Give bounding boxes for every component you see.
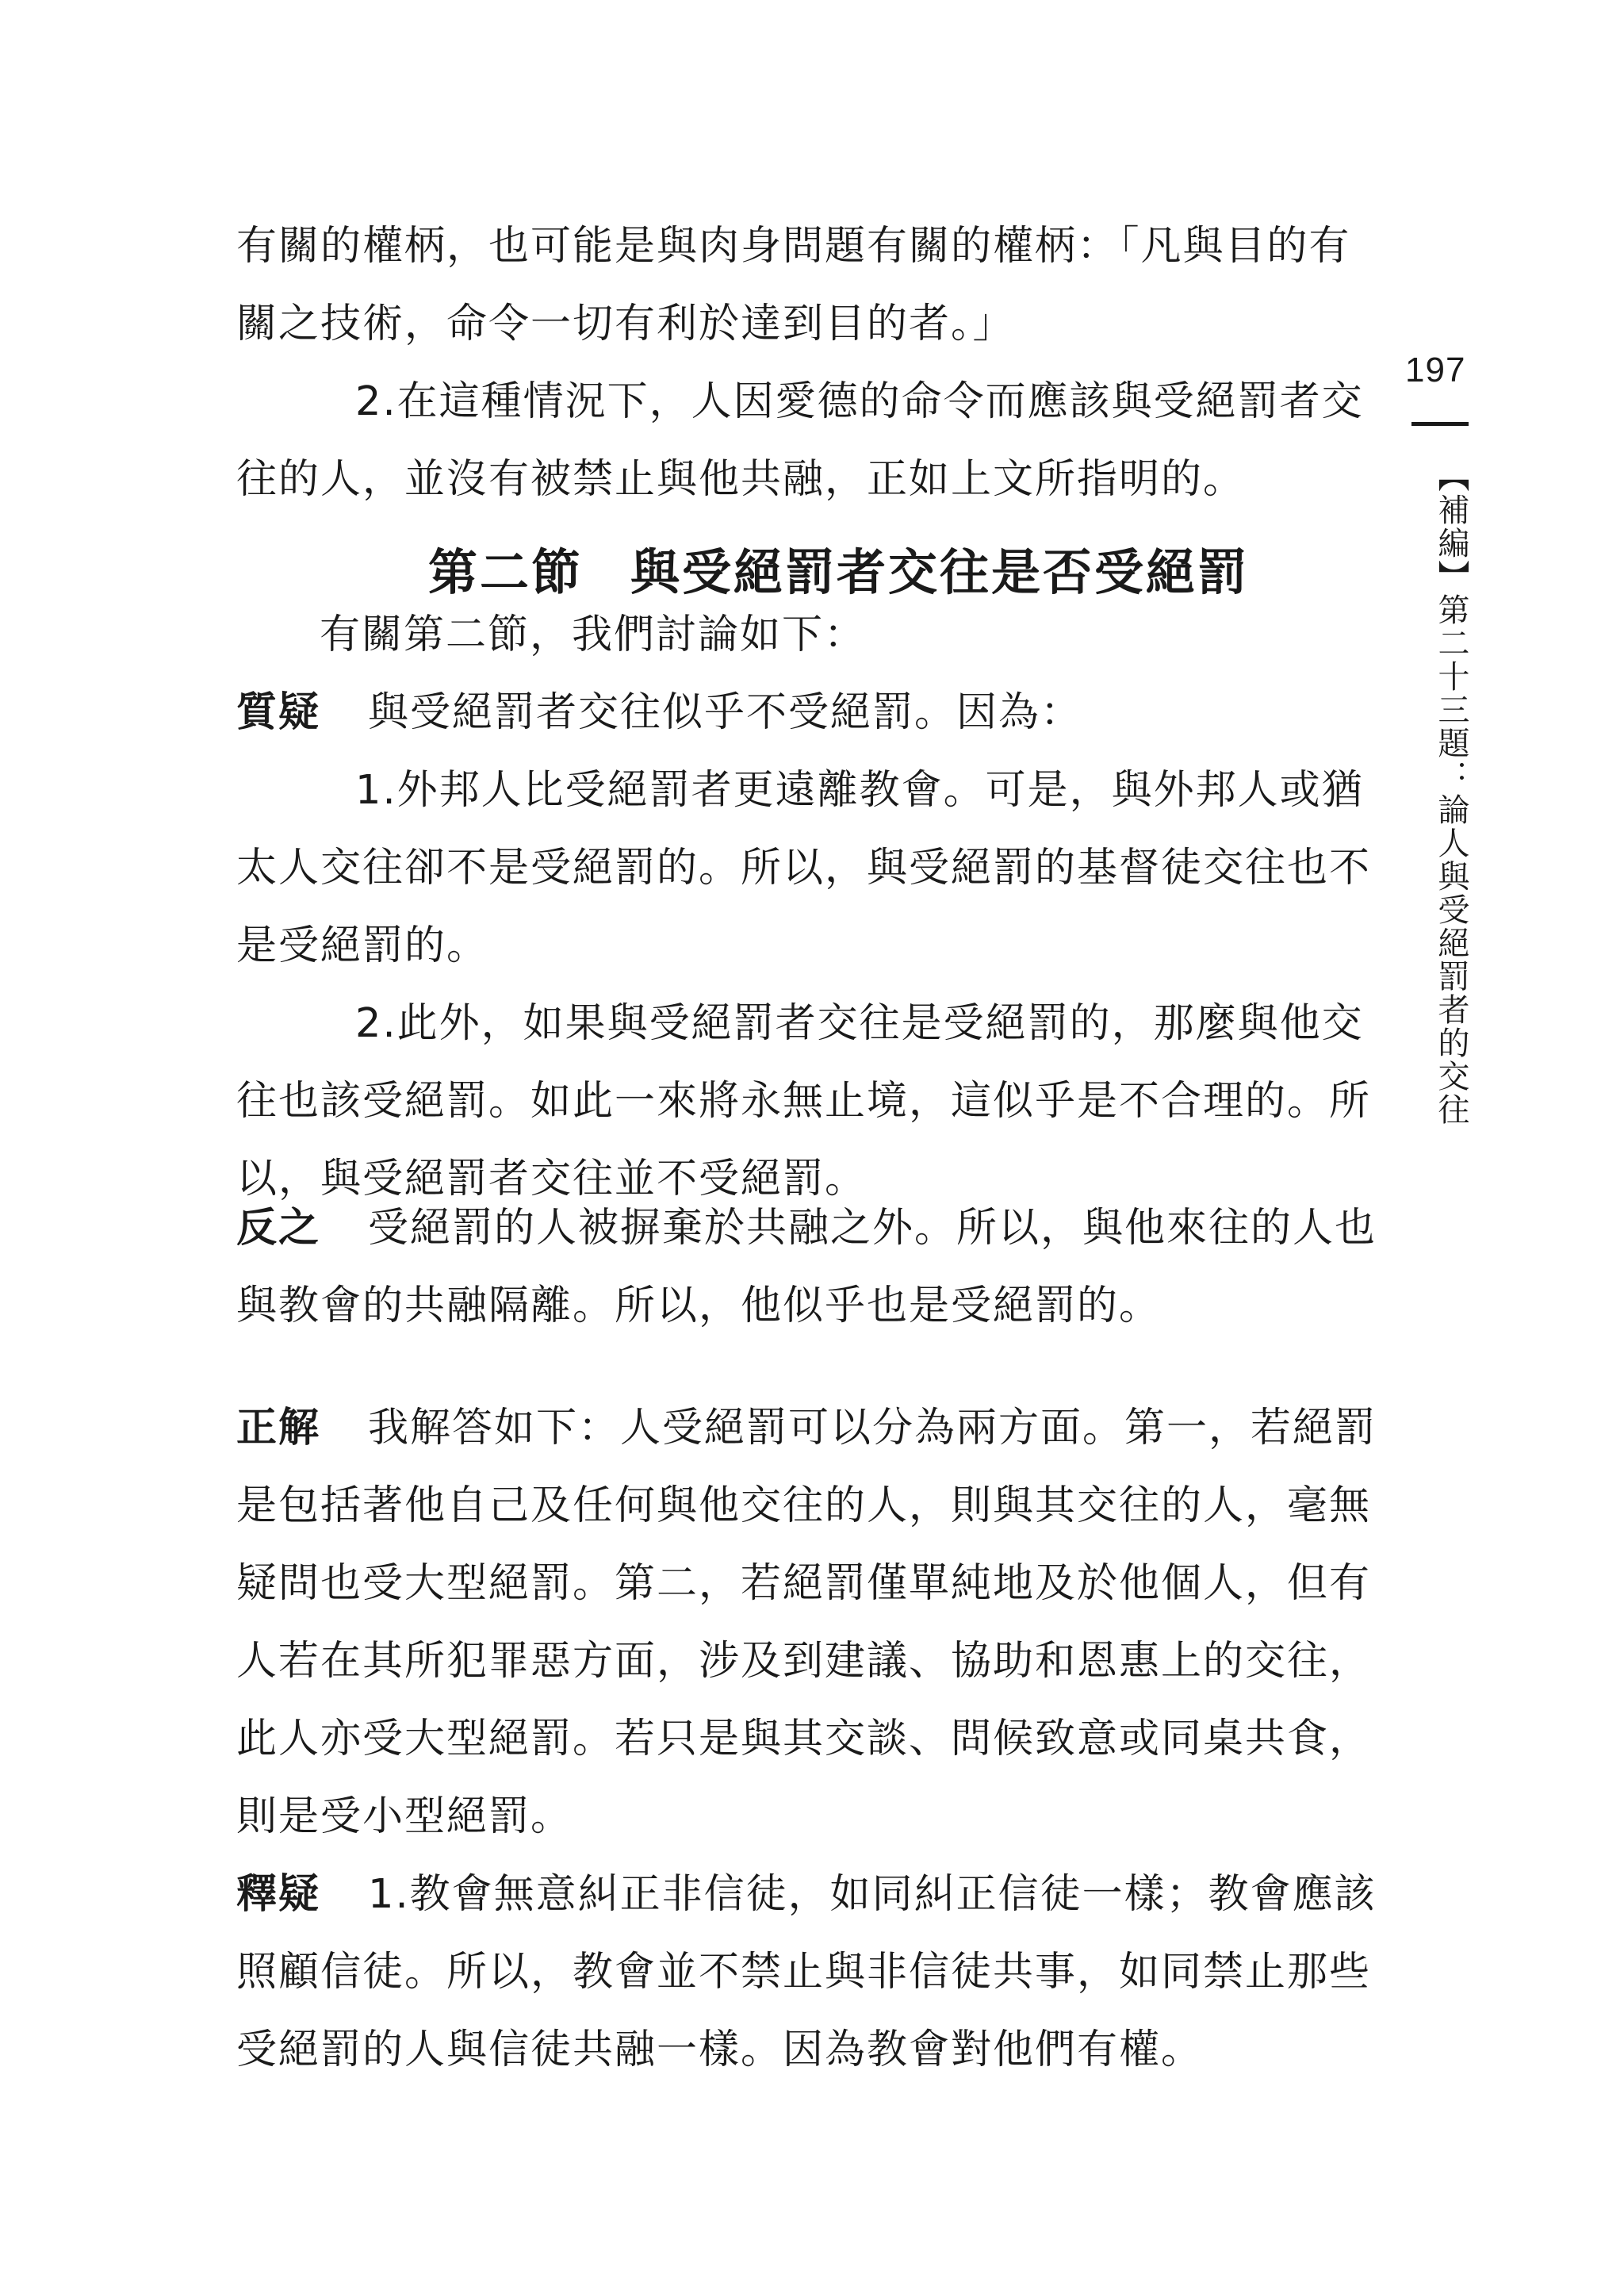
text-line: 2.在這種情況下，人因愛德的命令而應該與受絕罰者交 — [355, 378, 1364, 425]
contrary-label: 反之 — [236, 1205, 321, 1252]
text-line: 關之技術，命令一切有利於達到目的者。」 — [236, 301, 1015, 347]
text-line: 往的人，並沒有被禁止與他共融，正如上文所指明的。 — [236, 456, 1246, 503]
answer-text: 我解答如下：人受絕罰可以分為兩方面。第一，若絕罰 — [368, 1405, 1377, 1451]
section-number: 第二節 — [428, 543, 584, 601]
objection-label: 質疑 — [236, 689, 321, 736]
text-line: 以，與受絕罰者交往並不受絕罰。 — [236, 1156, 868, 1202]
section-heading — [428, 533, 1249, 604]
reply-first-line — [236, 1856, 1377, 1934]
contrary-first-line — [236, 1190, 1377, 1267]
answer-block — [236, 1390, 1377, 1856]
text-line: 2.此外，如果與受絕罰者交往是受絕罰的，那麼與他交 — [355, 1000, 1364, 1047]
text-line: 有關的權柄，也可能是與肉身問題有關的權柄：「凡與目的有 — [236, 223, 1351, 270]
text-line: 是受絕罰的。 — [236, 922, 489, 969]
text-line: 受絕罰的人與信徒共融一樣。因為教會對他們有權。 — [236, 2027, 1204, 2073]
reply-label: 釋疑 — [236, 1871, 321, 1918]
text-line: 則是受小型絕罰。 — [236, 1793, 573, 1840]
objection-lead-line — [236, 674, 1356, 752]
intro-block — [236, 208, 1364, 519]
objection-block — [236, 596, 1372, 1218]
text-line: 是包括著他自己及任何與他交往的人，則與其交往的人，毫無 — [236, 1482, 1372, 1529]
text-line: 與教會的共融隔離。所以，他似乎也是受絕罰的。 — [236, 1283, 1162, 1329]
section-heading-text: 與受絕罰者交往是否受絕罰 — [630, 543, 1250, 601]
reply-text: 1.教會無意糾正非信徒，如同糾正信徒一樣；教會應該 — [368, 1871, 1377, 1918]
text-line: 1.外邦人比受絕罰者更遠離教會。可是，與外邦人或猶 — [355, 767, 1364, 814]
running-title: 【補編】第二十三題：論人與受絕罰者的交往 — [1433, 460, 1469, 1126]
margin-rule — [1411, 422, 1469, 426]
page-number: 197 — [1405, 351, 1466, 389]
objection-lead: 與受絕罰者交往似乎不受絕罰。因為： — [368, 689, 1083, 736]
contrary-text: 受絕罰的人被摒棄於共融之外。所以，與他來往的人也 — [368, 1205, 1377, 1252]
text-line: 疑問也受大型絕罰。第二，若絕罰僅單純地及於他個人，但有 — [236, 1560, 1372, 1607]
text-line: 人若在其所犯罪惡方面，涉及到建議、協助和恩惠上的交往， — [236, 1638, 1372, 1685]
answer-label: 正解 — [236, 1405, 321, 1451]
contrary-block — [236, 1190, 1377, 1345]
reply-block — [236, 1856, 1377, 2089]
text-line: 往也該受絕罰。如此一來將永無止境，這似乎是不合理的。所 — [236, 1078, 1372, 1125]
text-line: 此人亦受大型絕罰。若只是與其交談、問候致意或同桌共食， — [236, 1716, 1372, 1762]
text-line: 太人交往卻不是受絕罰的。所以，與受絕罰的基督徒交往也不 — [236, 845, 1372, 892]
section-intro: 有關第二節，我們討論如下： — [320, 612, 867, 658]
answer-first-line — [236, 1390, 1377, 1467]
text-line: 照顧信徒。所以，教會並不禁止與非信徒共事，如同禁止那些 — [236, 1949, 1372, 1996]
